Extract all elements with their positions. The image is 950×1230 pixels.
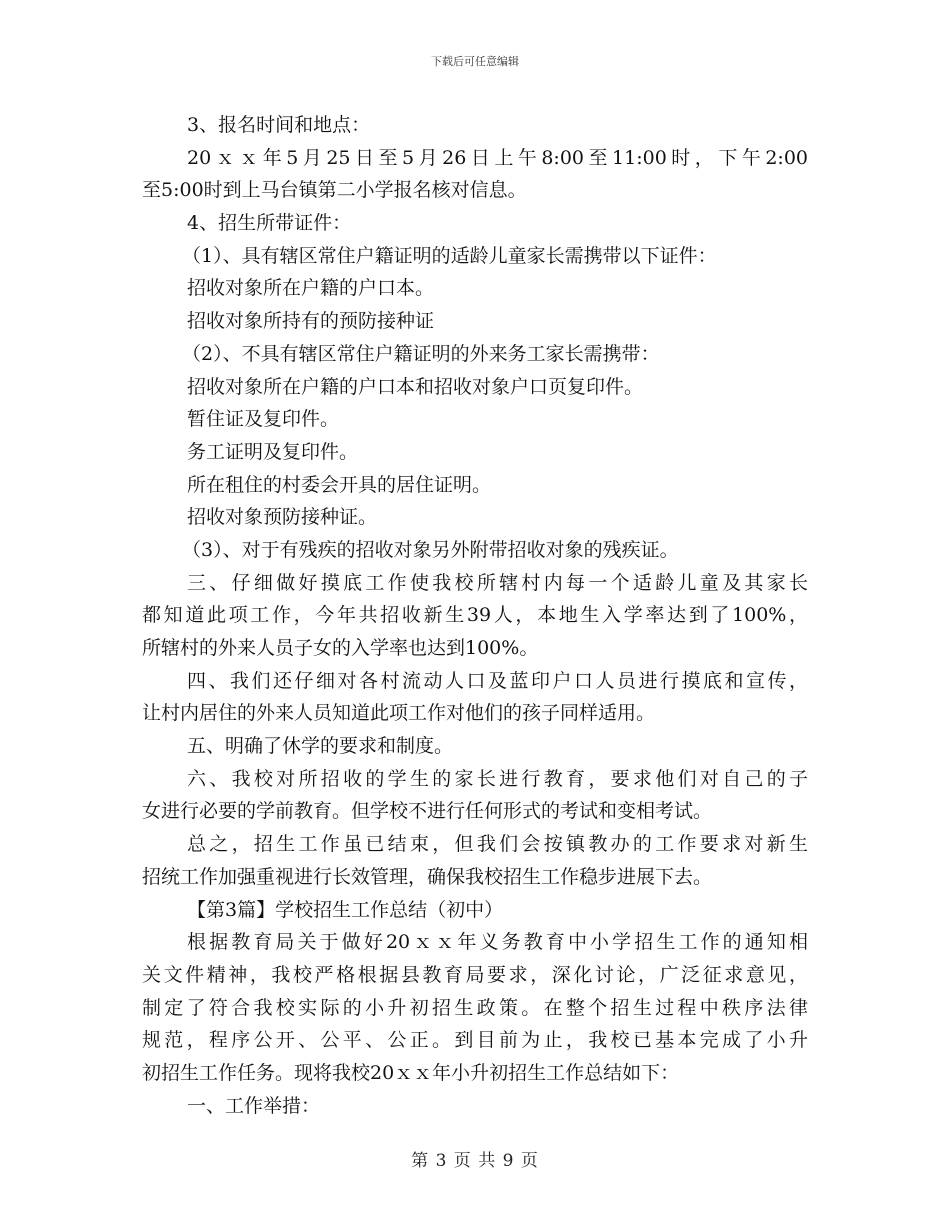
section-heading: 【第3篇】学校招生工作总结（初中） [187,898,504,921]
text-line: 暂住证及复印件。 [187,408,340,431]
text-line: 制定了符合我校实际的小升初招生政策。在整个招生过程中秩序法律 [142,996,808,1019]
text-line: 关文件精神，我校严格根据县教育局要求，深化讨论，广泛征求意见， [142,963,808,986]
text-line: 招收对象预防接种证。 [187,506,378,529]
text-line: 根据教育局关于做好20ｘｘ年义务教育中小学招生工作的通知相 [187,931,808,954]
text-line: 20ｘｘ年5月25日至5月26日上午8:00至11:00时，下午2:00 [187,146,808,169]
text-line: 三、仔细做好摸底工作使我校所辖村内每一个适龄儿童及其家长 [187,571,808,594]
text-line: （2）、不具有辖区常住户籍证明的外来务工家长需携带： [182,342,660,365]
text-line: 初招生工作任务。现将我校20ｘｘ年小升初招生工作总结如下： [142,1061,680,1084]
text-line: 女进行必要的学前教育。但学校不进行任何形式的考试和变相考试。 [142,800,713,823]
document-body [142,109,808,1122]
section-heading: 一、工作举措： [187,1094,321,1117]
text-line: （1）、具有辖区常住户籍证明的适龄儿童家长需携带以下证件： [182,244,717,267]
text-line: （3）、对于有残疾的招收对象另外附带招收对象的残疾证。 [182,538,679,561]
text-line: 四、我们还仔细对各村流动人口及蓝印户口人员进行摸底和宣传， [187,669,808,692]
text-line: 所在租住的村委会开具的居住证明。 [187,473,492,496]
text-line: 招收对象所在户籍的户口本。 [187,277,435,300]
page-number: 第 3 页 共 9 页 [411,1151,539,1171]
text-line: 都知道此项工作，今年共招收新生39人，本地生入学率达到了100%， [142,604,808,627]
text-line: 招收对象所在户籍的户口本和招收对象户口页复印件。 [187,375,644,398]
text-line: 六、我校对所招收的学生的家长进行教育，要求他们对自己的子 [187,767,808,790]
text-line: 务工证明及复印件。 [187,440,359,463]
text-line: 总之，招生工作虽已结束，但我们会按镇教办的工作要求对新生 [187,833,808,856]
text-line: 招统工作加强重视进行长效管理，确保我校招生工作稳步进展下去。 [142,865,713,888]
text-line: 3、报名时间和地点： [187,114,371,136]
text-line: 让村内居住的外来人员知道此项工作对他们的孩子同样适用。 [142,702,656,725]
text-line: 所辖村的外来人员子女的入学率也达到100%。 [142,637,539,659]
text-line: 至5:00时到上马台镇第二小学报名核对信息。 [142,179,527,202]
page-header: 下载后可任意编辑 [431,55,519,68]
text-line: 招收对象所持有的预防接种证 [187,310,435,333]
text-line: 五、明确了休学的要求和制度。 [187,735,454,758]
text-line: 4、招生所带证件： [187,212,352,235]
text-line: 规范，程序公开、公平、公正。到目前为止，我校已基本完成了小升 [142,1029,808,1052]
